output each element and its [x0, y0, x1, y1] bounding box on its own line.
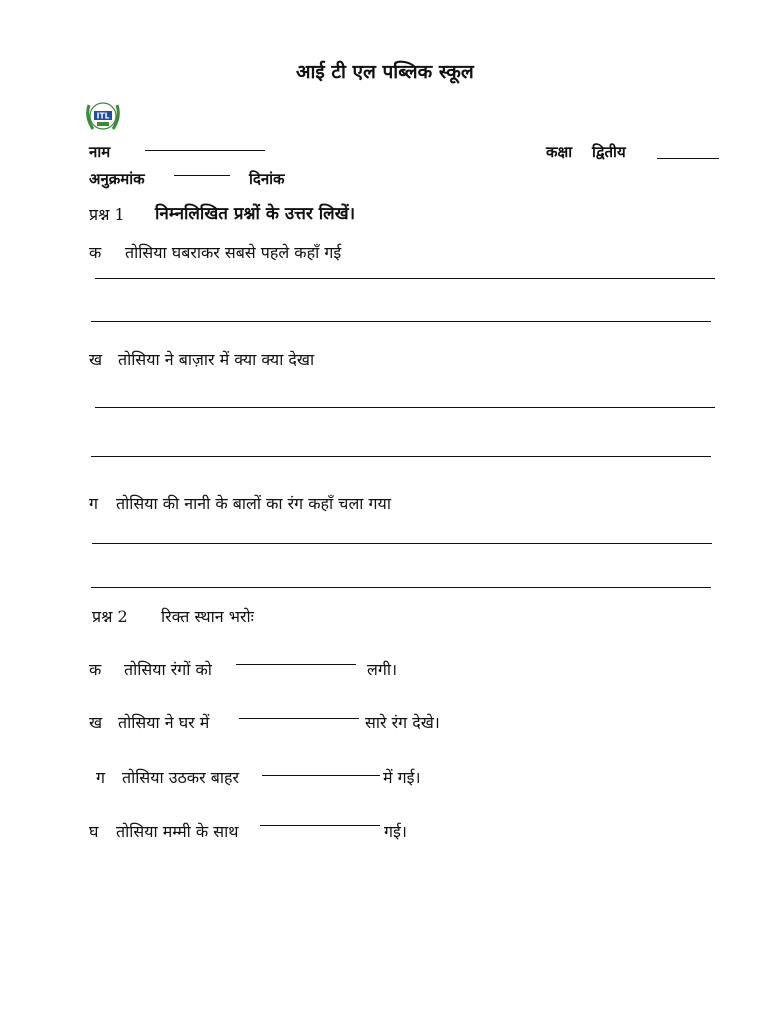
roll-label: अनुक्रमांक [89, 170, 145, 188]
q1-item-text: तोसिया ने बाज़ार में क्या क्या देखा [118, 350, 315, 369]
q1-item-marker: ख [89, 350, 103, 369]
answer-line[interactable] [91, 587, 711, 588]
q2-item-before: तोसिया रंगों को [124, 660, 212, 679]
fill-blank[interactable] [239, 718, 359, 719]
q1-item-text: तोसिया की नानी के बालों का रंग कहाँ चला गया [116, 494, 391, 513]
q2-item-after: में गई। [383, 768, 421, 787]
q2-item-before: तोसिया ने घर में [118, 713, 210, 732]
class-value: द्वितीय [592, 143, 626, 161]
q1-number: प्रश्न 1 [89, 205, 125, 224]
q2-number: प्रश्न 2 [92, 607, 128, 626]
fill-blank[interactable] [262, 775, 380, 776]
answer-line[interactable] [95, 407, 715, 408]
class-label: कक्षा [546, 143, 573, 161]
q1-instruction: निम्नलिखित प्रश्नों के उत्तर लिखें। [155, 204, 356, 224]
name-blank[interactable] [145, 150, 265, 151]
q2-item-marker: ग [96, 768, 106, 787]
q2-instruction: रिक्त स्थान भरोः [161, 607, 254, 626]
q2-item-before: तोसिया मम्मी के साथ [116, 822, 239, 841]
q2-item-after: गई। [384, 822, 407, 841]
q1-item-marker: क [89, 243, 102, 262]
school-title: आई टी एल पब्लिक स्कूल [296, 61, 474, 83]
answer-line[interactable] [92, 543, 712, 544]
roll-blank[interactable] [174, 175, 230, 176]
class-blank[interactable] [657, 158, 719, 159]
q1-item-marker: ग [89, 494, 99, 513]
answer-line[interactable] [91, 456, 711, 457]
q2-item-marker: क [89, 660, 102, 679]
answer-line[interactable] [91, 321, 711, 322]
itl-school-logo-icon [83, 97, 123, 135]
q2-item-marker: ख [89, 713, 103, 732]
fill-blank[interactable] [260, 825, 380, 826]
logo-text: ITL [96, 111, 110, 121]
answer-line[interactable] [95, 278, 715, 279]
q2-item-after: सारे रंग देखे। [365, 713, 440, 732]
date-label: दिनांक [249, 170, 285, 188]
q1-item-text: तोसिया घबराकर सबसे पहले कहाँ गई [125, 243, 342, 262]
name-label: नाम [89, 143, 111, 161]
q2-item-after: लगी। [367, 660, 398, 679]
q2-item-before: तोसिया उठकर बाहर [122, 768, 240, 787]
q2-item-marker: घ [89, 822, 99, 841]
fill-blank[interactable] [236, 664, 356, 665]
